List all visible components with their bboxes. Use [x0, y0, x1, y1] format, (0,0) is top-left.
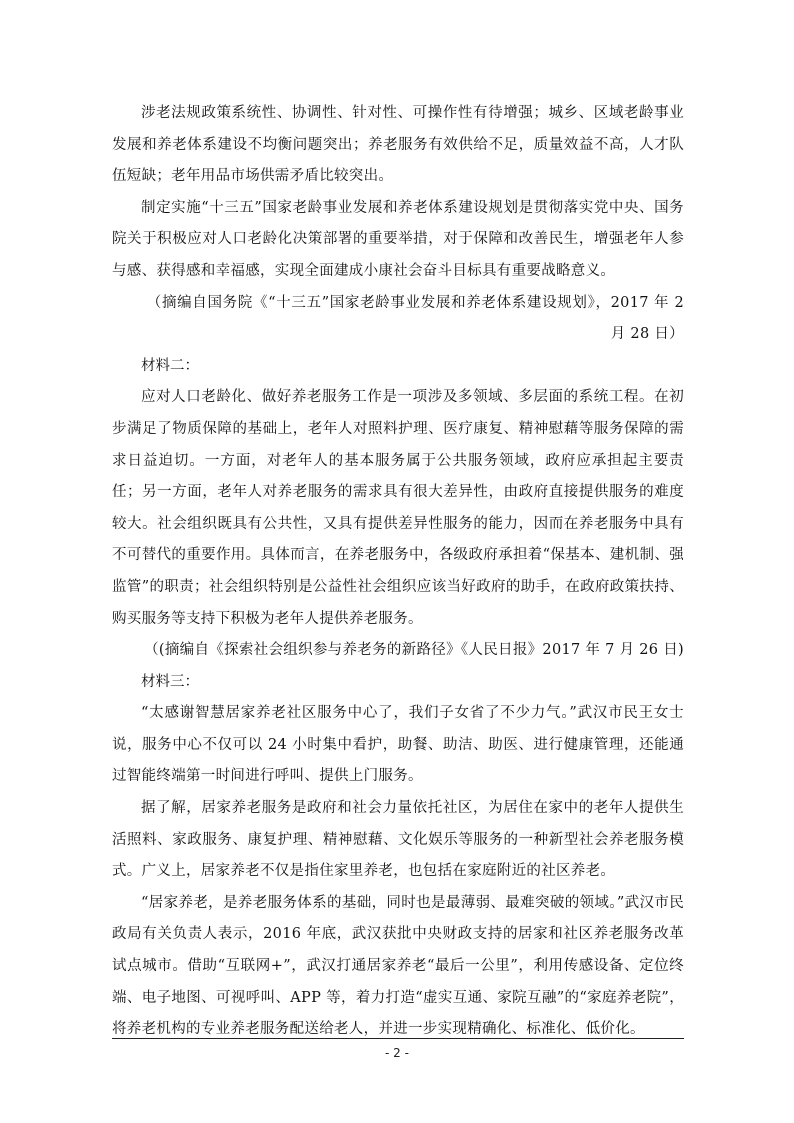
paragraph: 应对人口老龄化、做好养老服务工作是一项涉及多领域、多层面的系统工程。在初步满足了物质保障的基础上，老年人对照料护理、医疗康复、精神慰藉等服务保障的需求日益迫切。一方面，对老年人的基本服务属于公共服务领域，政府应承担起主要责任；另一方面，老年人对养老服务的需求具有很大差异性，由政府直接提供服务的难度较大。社会组织既具有公共性，又具有提供差异性服务的能力，因而在养老服务中具有不可替代的重要作用。具体而言，在养老服务中，各级政府承担着“保基本、建机制、强监管”的职责；社会组织特别是公益性社会组织应该当好政府的助手，在政府政策扶持、购买服务等支持下积极为老年人提供养老服务。 [112, 389, 684, 627]
page-number: - 2 - [385, 1046, 409, 1060]
material-heading: 材料三： [141, 673, 199, 690]
source-citation: （摘编自国务院《“十三五”国家老龄事业发展和养老体系建设规划》，2017 年 2 月 28 日） [146, 294, 684, 343]
paragraph: 制定实施“十三五”国家老龄事业发展和养老体系建设规划是贯彻落实党中央、国务院关于积极应对人口老龄化决策部署的重要举措，对于保障和改善民生，增强老年人参与感、获得感和幸福感，实现全面建成小康社会奋斗目标具有重要战略意义。 [112, 199, 684, 279]
footer-divider [112, 1038, 684, 1039]
paragraph: “太感谢智慧居家养老社区服务中心了，我们子女省了不少力气。”武汉市民王女士说，服务中心不仅可以 24 小时集中看护，助餐、助洁、助医、进行健康管理，还能通过智能终端第一时间进行呼叫、提供上门服务。 [112, 705, 684, 785]
paragraph: 涉老法规政策系统性、协调性、针对性、可操作性有待增强；城乡、区域老龄事业发展和养老体系建设不均衡问题突出；养老服务有效供给不足，质量效益不高，人才队伍短缺；老年用品市场供需矛盾比较突出。 [112, 105, 684, 185]
document-body [112, 98, 684, 1046]
paragraph: “居家养老，是养老服务体系的基础，同时也是最薄弱、最难突破的领域。”武汉市民政局有关负责人表示，2016 年底，武汉获批中央财政支持的居家和社区养老服务改革试点城市。借助“互联网+”，武汉打通居家养老“最后一公里”，利用传感设备、定位终端、电子地图、可视呼叫、APP 等，着力打造“虚实互通、家院互融”的“家庭养老院”，将养老机构的专业养老服务配送给老人，并进一步实现精确化、标准化、低价化。 [112, 894, 684, 1038]
paragraph: 据了解，居家养老服务是政府和社会力量依托社区，为居住在家中的老年人提供生活照料、家政服务、康复护理、精神慰藉、文化娱乐等服务的一种新型社会养老服务模式。广义上，居家养老不仅是指住家里养老，也包括在家庭附近的社区养老。 [112, 800, 684, 880]
material-heading: 材料二： [141, 357, 199, 374]
source-citation: （(摘编自《探索社会组织参与养老务的新路径》《人民日报》2017 年 7 月 26 日) [144, 642, 684, 659]
